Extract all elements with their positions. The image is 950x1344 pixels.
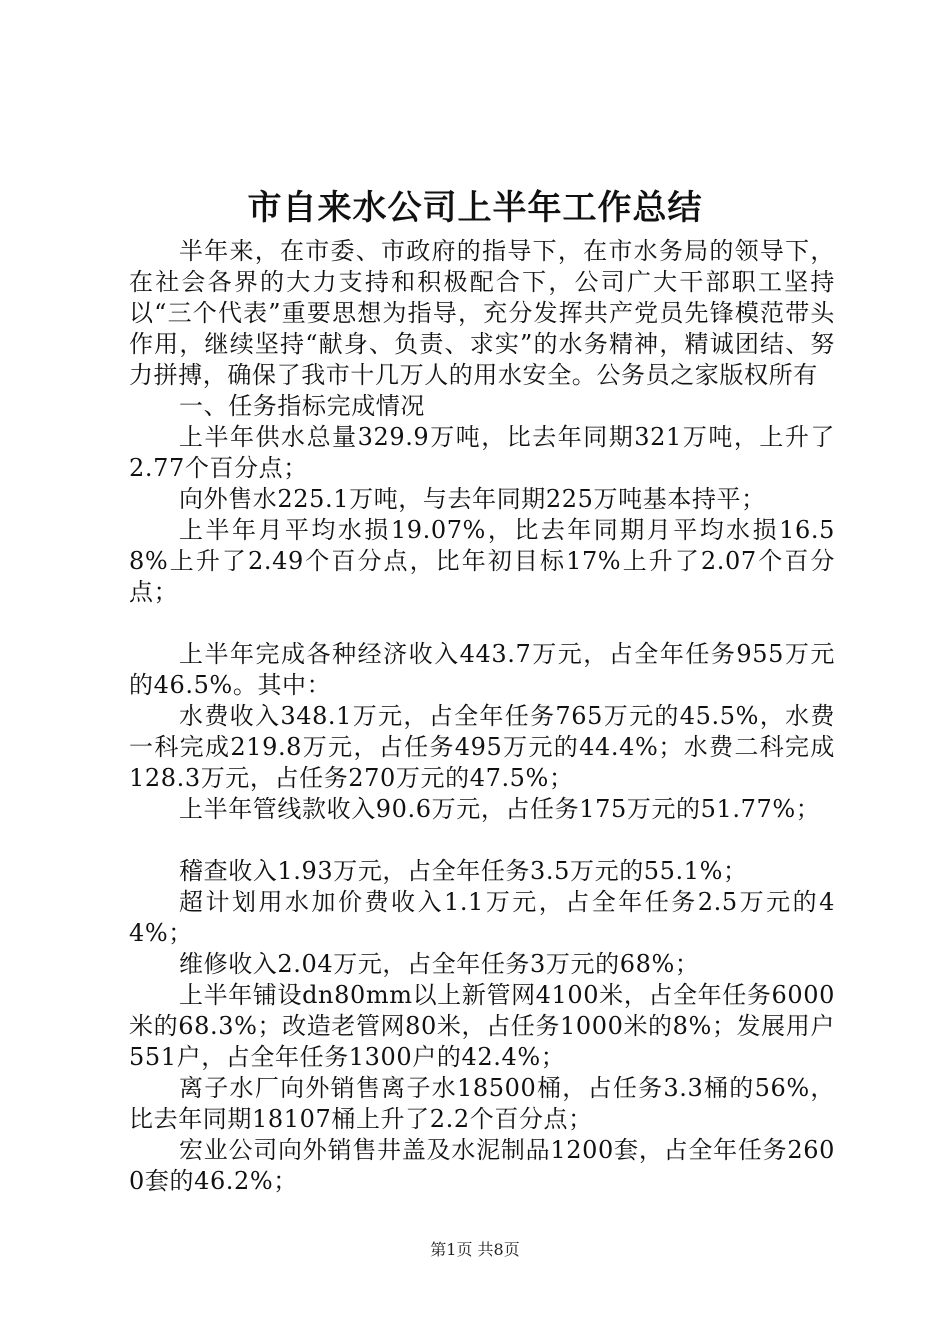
paragraph-pipeline-income: 上半年管线款收入90.6万元，占任务175万元的51.77%；	[179, 795, 821, 823]
paragraph-surcharge-income: 超计划用水加价费收入1.1万元，占全年任务2.5万元的44%；	[129, 888, 835, 947]
paragraph-water-supply: 上半年供水总量329.9万吨，比去年同期321万吨，上升了2.77个百分点；	[129, 423, 835, 482]
document-title: 市自来水公司上半年工作总结	[247, 188, 703, 228]
page-footer: 第1页 共8页	[430, 1240, 520, 1259]
paragraph-water-sales: 向外售水225.1万吨，与去年同期225万吨基本持平；	[179, 485, 766, 513]
paragraph-intro: 半年来，在市委、市政府的指导下，在市水务局的领导下，在社会各界的大力支持和积极配合下，公司广大干部职工坚持以“三个代表”重要思想为指导，充分发挥共产党员先锋模范带头作用，继续坚持“献身、负责、求实”的水务精神，精诚团结、努力拼搏，确保了我市十几万人的用水安全。公务员之家版权所有	[129, 237, 835, 389]
paragraph-repair-income: 维修收入2.04万元，占全年任务3万元的68%；	[179, 950, 700, 978]
paragraph-hongye-sales: 宏业公司向外销售井盖及水泥制品1200套，占全年任务2600套的46.2%；	[129, 1136, 835, 1195]
paragraph-ion-water: 离子水厂向外销售离子水18500桶，占任务3.3桶的56%，比去年同期18107桶上升了2.2个百分点；	[129, 1074, 835, 1133]
paragraph-inspection-income: 稽查收入1.93万元，占全年任务3.5万元的55.1%；	[179, 857, 748, 885]
section-heading: 一、任务指标完成情况	[179, 392, 425, 420]
paragraph-water-loss: 上半年月平均水损19.07%，比去年同期月平均水损16.58%上升了2.49个百分点，比年初目标17%上升了2.07个百分点；	[129, 516, 835, 606]
paragraph-pipe-network: 上半年铺设dn80mm以上新管网4100米，占全年任务6000米的68.3%；改造老管网80米，占任务1000米的8%；发展用户551户，占全年任务1300户的42.4%；	[129, 981, 835, 1071]
paragraph-water-fee: 水费收入348.1万元，占全年任务765万元的45.5%，水费一科完成219.8万元，占任务495万元的44.4%；水费二科完成128.3万元，占任务270万元的47.5%；	[129, 702, 835, 792]
document-body	[129, 236, 835, 1197]
paragraph-income: 上半年完成各种经济收入443.7万元，占全年任务955万元的46.5%。其中：	[129, 640, 835, 699]
